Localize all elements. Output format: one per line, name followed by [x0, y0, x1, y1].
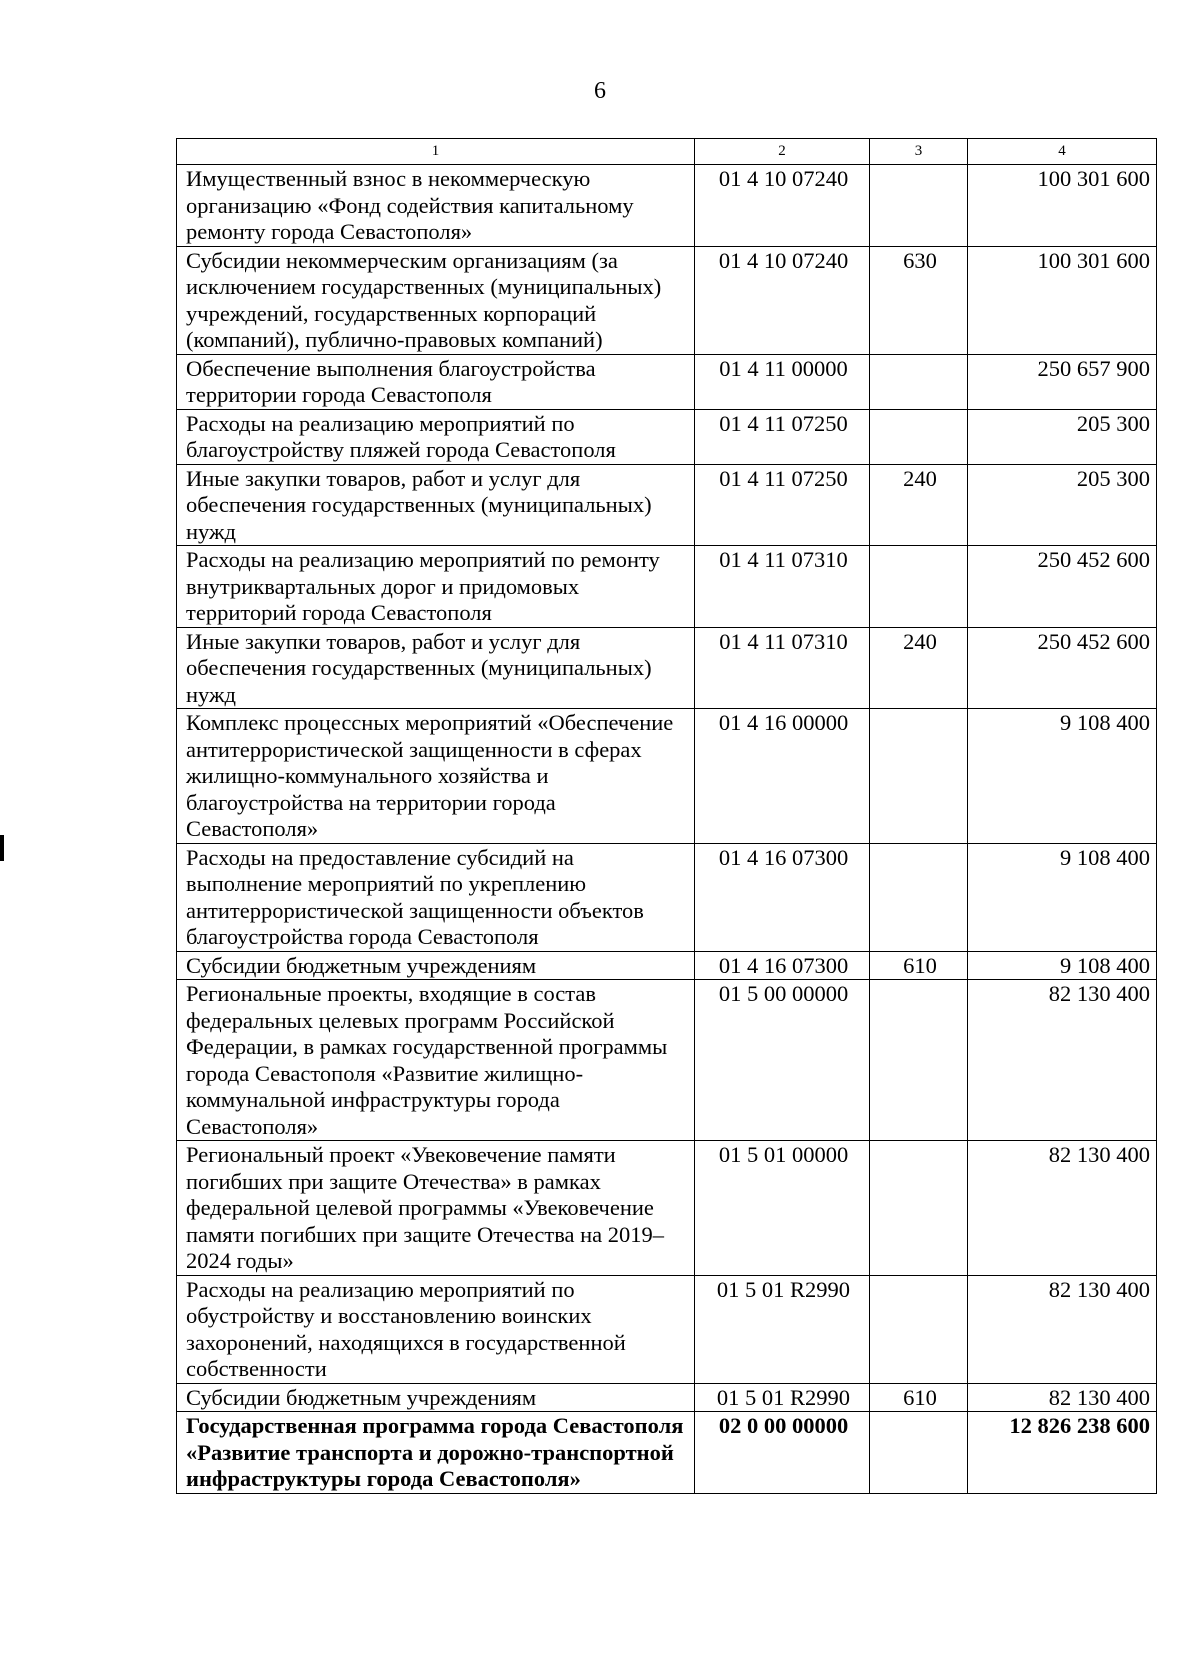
header-col-3: 3: [870, 139, 968, 165]
row-amount-cell: 250 657 900: [968, 354, 1157, 409]
table-row: [177, 409, 1157, 464]
table-header: [177, 139, 1157, 165]
row-kvr-cell: [870, 709, 968, 844]
row-name-cell: Комплекс процессных мероприятий «Обеспечение антитеррористической защищенности в сферах жилищно-коммунального хозяйства и благоустройства на территории города Севастополя»: [177, 709, 695, 844]
row-kvr-cell: [870, 1412, 968, 1494]
row-name-cell: Расходы на предоставление субсидий на выполнение мероприятий по укреплению антитеррористической защищенности объектов благоустройства города Севастополя: [177, 843, 695, 951]
table-row: [177, 709, 1157, 844]
header-col-2: 2: [695, 139, 870, 165]
table-row: [177, 1383, 1157, 1412]
row-kvr-cell: [870, 354, 968, 409]
table-row: [177, 464, 1157, 546]
row-kvr-cell: 630: [870, 246, 968, 354]
row-name-cell: Субсидии некоммерческим организациям (за исключением государственных (муниципальных) учреждений, государственных корпораций (компаний), публично-правовых компаний): [177, 246, 695, 354]
row-kvr-cell: [870, 1141, 968, 1276]
row-name-cell: Обеспечение выполнения благоустройства территории города Севастополя: [177, 354, 695, 409]
row-name-cell: Субсидии бюджетным учреждениям: [177, 1383, 695, 1412]
row-code-cell: 01 4 11 00000: [695, 354, 870, 409]
row-kvr-cell: [870, 409, 968, 464]
page-number: 6: [594, 78, 606, 104]
row-code-cell: 01 4 10 07240: [695, 246, 870, 354]
row-kvr-cell: [870, 980, 968, 1141]
row-amount-cell: 9 108 400: [968, 951, 1157, 980]
row-amount-cell: 82 130 400: [968, 980, 1157, 1141]
table-row: [177, 354, 1157, 409]
row-code-cell: 01 5 01 00000: [695, 1141, 870, 1276]
row-code-cell: 01 4 10 07240: [695, 165, 870, 247]
table-body: [177, 165, 1157, 1494]
table-row: [177, 1412, 1157, 1494]
table-row: [177, 1141, 1157, 1276]
row-code-cell: 01 5 01 R2990: [695, 1383, 870, 1412]
row-kvr-cell: 240: [870, 627, 968, 709]
row-name-cell: Имущественный взнос в некоммерческую организацию «Фонд содействия капитальному ремонту города Севастополя»: [177, 165, 695, 247]
row-amount-cell: 250 452 600: [968, 546, 1157, 628]
row-amount-cell: 205 300: [968, 409, 1157, 464]
row-code-cell: 01 4 11 07250: [695, 464, 870, 546]
row-amount-cell: 250 452 600: [968, 627, 1157, 709]
row-amount-cell: 82 130 400: [968, 1141, 1157, 1276]
table-row: [177, 843, 1157, 951]
row-amount-cell: 9 108 400: [968, 709, 1157, 844]
row-name-cell: Расходы на реализацию мероприятий по ремонту внутриквартальных дорог и придомовых территорий города Севастополя: [177, 546, 695, 628]
table-row: [177, 980, 1157, 1141]
table-row: [177, 627, 1157, 709]
row-kvr-cell: 610: [870, 951, 968, 980]
row-code-cell: 01 5 00 00000: [695, 980, 870, 1141]
row-code-cell: 02 0 00 00000: [695, 1412, 870, 1494]
table-row: [177, 546, 1157, 628]
header-col-4: 4: [968, 139, 1157, 165]
row-code-cell: 01 4 11 07310: [695, 627, 870, 709]
budget-table: [176, 138, 1157, 1494]
row-amount-cell: 9 108 400: [968, 843, 1157, 951]
row-name-cell: Государственная программа города Севастополя «Развитие транспорта и дорожно-транспортной инфраструктуры города Севастополя»: [177, 1412, 695, 1494]
row-kvr-cell: 240: [870, 464, 968, 546]
table-row: [177, 246, 1157, 354]
row-name-cell: Иные закупки товаров, работ и услуг для обеспечения государственных (муниципальных) нужд: [177, 627, 695, 709]
table-row: [177, 1275, 1157, 1383]
scan-edge-mark: [0, 835, 4, 861]
row-kvr-cell: [870, 165, 968, 247]
row-amount-cell: 100 301 600: [968, 246, 1157, 354]
row-kvr-cell: [870, 843, 968, 951]
row-kvr-cell: [870, 546, 968, 628]
row-kvr-cell: [870, 1275, 968, 1383]
row-code-cell: 01 4 11 07250: [695, 409, 870, 464]
row-amount-cell: 100 301 600: [968, 165, 1157, 247]
row-code-cell: 01 4 16 07300: [695, 951, 870, 980]
row-amount-cell: 82 130 400: [968, 1275, 1157, 1383]
row-name-cell: Иные закупки товаров, работ и услуг для обеспечения государственных (муниципальных) нужд: [177, 464, 695, 546]
row-code-cell: 01 5 01 R2990: [695, 1275, 870, 1383]
row-name-cell: Региональный проект «Увековечение памяти погибших при защите Отечества» в рамках федеральной целевой программы «Увековечение памяти погибших при защите Отечества на 2019–2024 годы»: [177, 1141, 695, 1276]
header-col-1: 1: [177, 139, 695, 165]
header-row: [177, 139, 1157, 165]
row-amount-cell: 82 130 400: [968, 1383, 1157, 1412]
row-name-cell: Расходы на реализацию мероприятий по благоустройству пляжей города Севастополя: [177, 409, 695, 464]
row-kvr-cell: 610: [870, 1383, 968, 1412]
row-amount-cell: 12 826 238 600: [968, 1412, 1157, 1494]
table-row: [177, 951, 1157, 980]
row-name-cell: Субсидии бюджетным учреждениям: [177, 951, 695, 980]
row-name-cell: Расходы на реализацию мероприятий по обустройству и восстановлению воинских захоронений, находящихся в государственной собственности: [177, 1275, 695, 1383]
row-amount-cell: 205 300: [968, 464, 1157, 546]
row-name-cell: Региональные проекты, входящие в состав федеральных целевых программ Российской Федерации, в рамках государственной программы города Севастополя «Развитие жилищно-коммунальной инфраструктуры города Севастополя»: [177, 980, 695, 1141]
table-row: [177, 165, 1157, 247]
row-code-cell: 01 4 16 00000: [695, 709, 870, 844]
row-code-cell: 01 4 11 07310: [695, 546, 870, 628]
row-code-cell: 01 4 16 07300: [695, 843, 870, 951]
